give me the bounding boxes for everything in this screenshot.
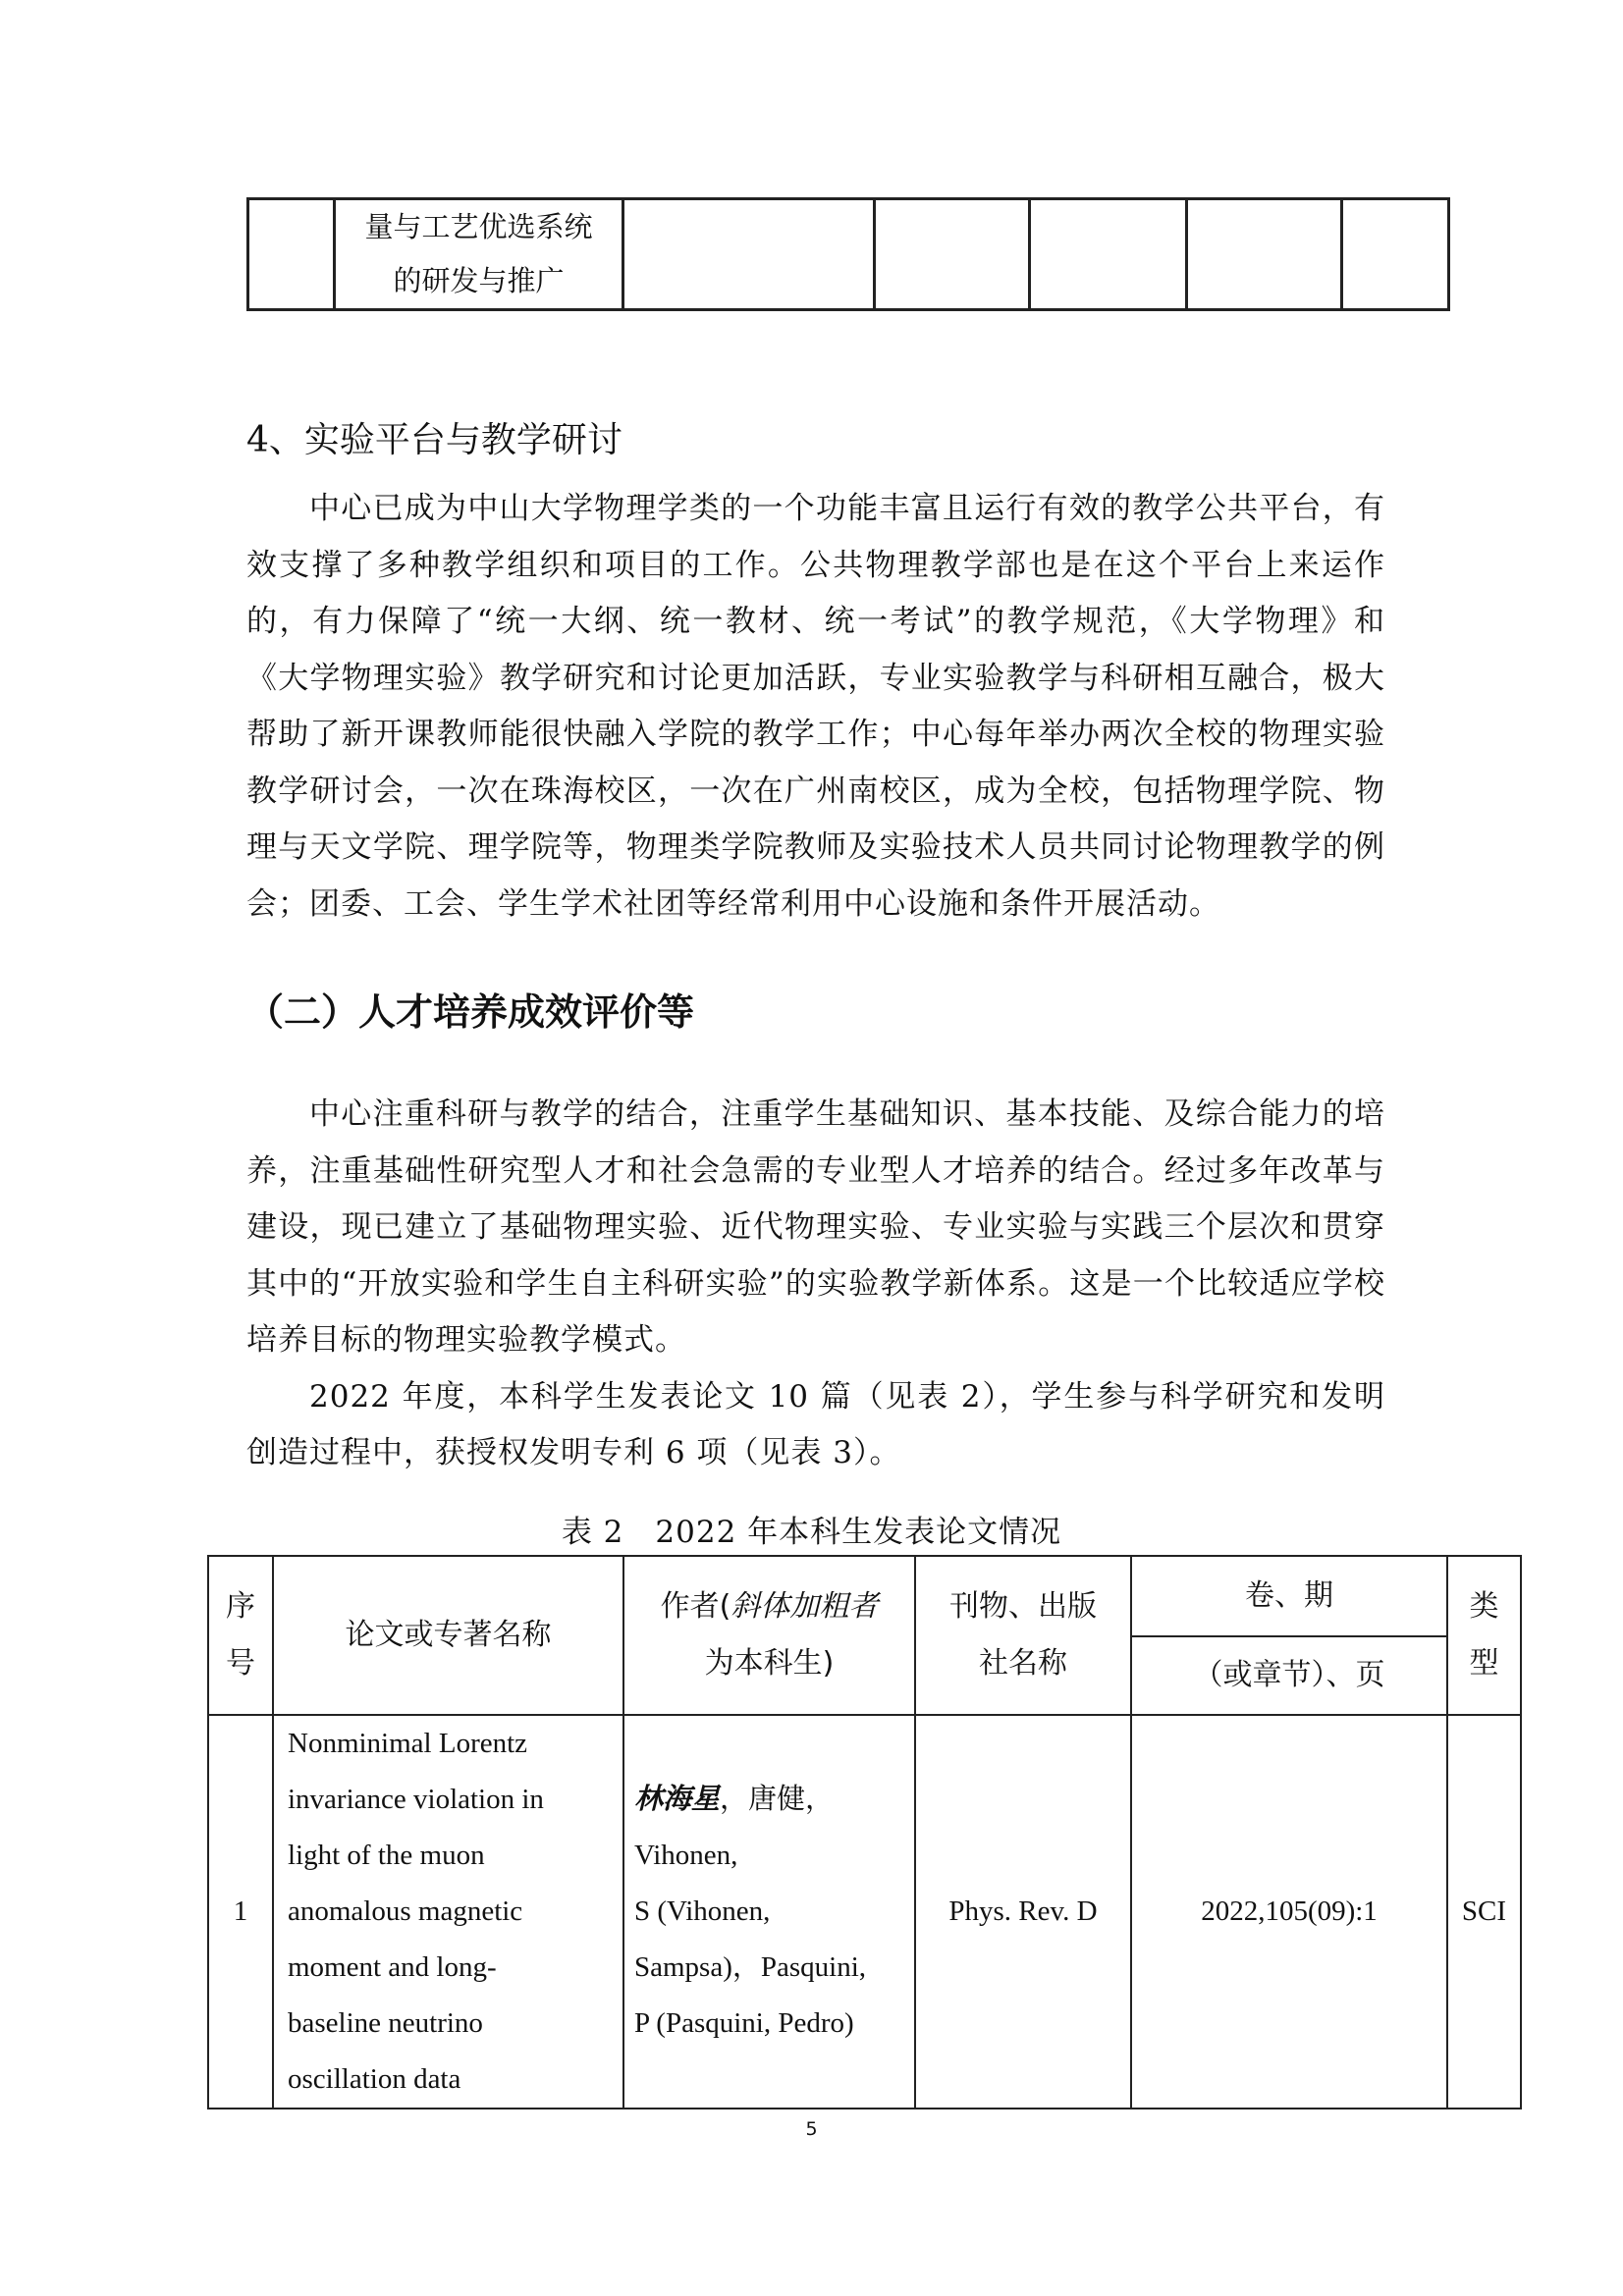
table-caption: 表 2 2022 年本科生发表论文情况: [561, 1515, 1062, 1550]
author-line: P (Pasquini, Pedro): [634, 2007, 854, 2039]
cell-authors: [623, 1715, 915, 2109]
table-row: [208, 1715, 1521, 2109]
author-line: S (Vihonen,: [634, 1896, 771, 1927]
cell-title: [273, 1715, 623, 2109]
header-index-line-2: 号: [226, 1646, 255, 1681]
header-volume-bottom: （或章节）、页: [1131, 1636, 1447, 1715]
cell-type: SCI: [1447, 1715, 1521, 2109]
title-line: moment and long-: [288, 1951, 497, 1983]
header-author-line-1: [624, 1578, 914, 1635]
title-line: oscillation data: [288, 2063, 461, 2095]
author-line: Vihonen,: [634, 1840, 738, 1871]
cell-journal: Phys. Rev. D: [915, 1715, 1131, 2109]
paragraph-text: 中心已成为中山大学物理学类的一个功能丰富且运行有效的教学公共平台，有效支撑了多种教学组织和项目的工作。公共物理教学部也是在这个平台上来运作的，有力保障了“统一大纲、统一教材、统一考试”的教学规范，《大学物理》和《大学物理实验》教学研究和讨论更加活跃，专业实验教学与科研相互融合，极大帮助了新开课教师能很快融入学院的教学工作；中心每年举办两次全校的物理实验教学研讨会，一次在珠海校区，一次在广州南校区，成为全校，包括物理学院、物理与天文学院、理学院等，物理类学院教师及实验技术人员共同讨论物理教学的例会；团委、工会、学生学术社团等经常利用中心设施和条件开展活动。: [246, 491, 1385, 922]
title-line: invariance violation in: [288, 1784, 544, 1815]
section-talent-body: [246, 1087, 1385, 1482]
header-type-line-1: 类: [1469, 1589, 1499, 1624]
header-volume-top: 卷、期: [1131, 1556, 1447, 1636]
paragraph-text: 中心注重科研与教学的结合，注重学生基础知识、基本技能、及综合能力的培养，注重基础性研究型人才和社会急需的专业型人才培养的结合。经过多年改革与建设，现已建立了基础物理实验、近代物理实验、专业实验与实践三个层次和贯穿其中的“开放实验和学生自主科研实验”的实验教学新体系。这是一个比较适应学校培养目标的物理实验教学模式。: [246, 1096, 1385, 1358]
header-journal-line-1: 刊物、出版: [949, 1589, 1097, 1624]
header-author-prefix: 作者(: [660, 1589, 731, 1624]
header-type: [1447, 1556, 1521, 1715]
title-line: Nonminimal Lorentz: [288, 1728, 528, 1759]
cell-index: 1: [208, 1715, 273, 2109]
section-heading-talent: （二）人才培养成效评价等: [246, 990, 695, 1034]
header-title: 论文或专著名称: [273, 1556, 623, 1715]
header-journal: [915, 1556, 1131, 1715]
header-index: [208, 1556, 273, 1715]
continued-table: [246, 197, 1450, 311]
paragraph-text: 2022 年度，本科学生发表论文 10 篇（见表 2），学生参与科学研究和发明创造过程中，获授权发明专利 6 项（见表 3）。: [246, 1378, 1385, 1470]
table-cell-empty: [1187, 199, 1342, 310]
table-cell-empty: [1030, 199, 1187, 310]
title-line: baseline neutrino: [288, 2007, 483, 2039]
section-4-paragraph: [246, 481, 1385, 933]
section-heading-4: 4、实验平台与教学研讨: [246, 420, 622, 460]
page-number: 5: [805, 2118, 818, 2140]
header-author-line-2: 为本科生): [704, 1646, 835, 1681]
papers-table: [207, 1555, 1522, 2109]
title-line: anomalous magnetic: [288, 1896, 523, 1927]
author-line: Sampsa)，Pasquini,: [634, 1951, 867, 1983]
cell-volume: 2022,105(09):1: [1131, 1715, 1447, 2109]
author-line: [634, 1772, 914, 1828]
student-author: 林海星: [634, 1784, 721, 1815]
table-cell-empty: [1342, 199, 1449, 310]
header-index-line-1: 序: [226, 1589, 255, 1624]
table-cell-empty: [248, 199, 335, 310]
header-type-line-2: 型: [1469, 1646, 1499, 1681]
header-author-italic: 斜体加粗者: [730, 1589, 879, 1624]
project-line-2: 的研发与推广: [393, 264, 565, 297]
header-journal-line-2: 社名称: [979, 1646, 1067, 1681]
title-line: light of the muon: [288, 1840, 485, 1871]
table-cell-project: [335, 199, 623, 310]
table-cell-empty: [623, 199, 875, 310]
project-line-1: 量与工艺优选系统: [364, 210, 593, 243]
author-rest: ，唐健，: [720, 1784, 835, 1815]
table-cell-empty: [875, 199, 1030, 310]
header-author: [623, 1556, 915, 1715]
